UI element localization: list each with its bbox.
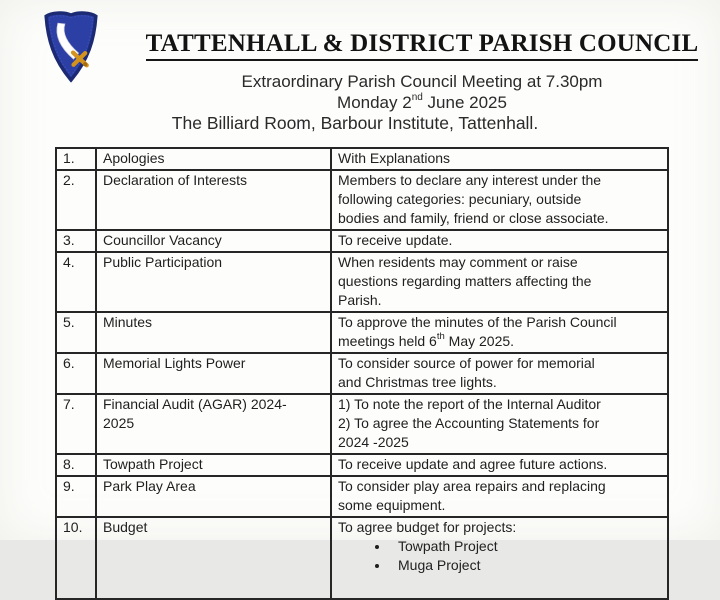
agenda-item-title: Declaration of Interests	[96, 170, 331, 230]
agenda-item-title: Memorial Lights Power	[96, 353, 331, 394]
shield-icon	[43, 11, 99, 83]
agenda-table	[55, 147, 669, 600]
meeting-date: Monday 2nd June 2025	[337, 92, 507, 112]
table-row	[56, 148, 668, 170]
agenda-item-detail: To consider play area repairs and replacing some equipment.	[331, 476, 668, 517]
list-item: • Towpath Project	[390, 537, 663, 556]
agenda-item-detail: To receive update and agree future actions.	[331, 454, 668, 476]
agenda-item-title: Apologies	[96, 148, 331, 170]
document-header	[128, 30, 716, 134]
table-row	[56, 230, 668, 252]
meeting-subtitle: Extraordinary Parish Council Meeting at 7.30pm	[241, 72, 603, 91]
agenda-item-title: Councillor Vacancy	[96, 230, 331, 252]
agenda-item-detail: To approve the minutes of the Parish Council meetings held 6th May 2025.	[331, 312, 668, 353]
agenda-item-title: Towpath Project	[96, 454, 331, 476]
agenda-item-detail: To consider source of power for memorial and Christmas tree lights.	[331, 353, 668, 394]
agenda-item-number: 5.	[56, 312, 96, 353]
agenda-item-number: 10.	[56, 517, 96, 599]
agenda-item-number: 2.	[56, 170, 96, 230]
agenda-item-number: 7.	[56, 394, 96, 454]
council-crest-logo	[43, 11, 99, 83]
agenda-item-title: Financial Audit (AGAR) 2024-2025	[96, 394, 331, 454]
agenda-item-detail: To receive update.	[331, 230, 668, 252]
agenda-item-detail: To agree budget for projects: • Towpath Project • Muga Project	[331, 517, 668, 599]
agenda-table-body	[56, 148, 668, 599]
agenda-item-number: 4.	[56, 252, 96, 312]
agenda-item-number: 9.	[56, 476, 96, 517]
agenda-item-title: Public Participation	[96, 252, 331, 312]
date-ordinal: nd	[411, 92, 423, 104]
table-row	[56, 476, 668, 517]
agenda-item-number: 8.	[56, 454, 96, 476]
agenda-item-detail: Members to declare any interest under the following categories: pecuniary, outside bodies and family, friend or close associate.	[331, 170, 668, 230]
table-row	[56, 353, 668, 394]
agenda-item-title: Minutes	[96, 312, 331, 353]
agenda-item-detail: 1) To note the report of the Internal Auditor 2) To agree the Accounting Statements for 2024 -2025	[331, 394, 668, 454]
table-row	[56, 170, 668, 230]
agenda-item-number: 3.	[56, 230, 96, 252]
agenda-item-title: Budget	[96, 517, 331, 599]
table-row	[56, 394, 668, 454]
page-title: TATTENHALL & DISTRICT PARISH COUNCIL	[128, 30, 716, 58]
table-row	[56, 312, 668, 353]
agenda-item-number: 6.	[56, 353, 96, 394]
agenda-item-title: Park Play Area	[96, 476, 331, 517]
table-row	[56, 517, 668, 599]
budget-projects-list	[338, 537, 663, 575]
table-row	[56, 252, 668, 312]
meeting-location: The Billiard Room, Barbour Institute, Tattenhall.	[171, 113, 539, 133]
list-item: • Muga Project	[390, 556, 663, 575]
agenda-item-detail: With Explanations	[331, 148, 668, 170]
agenda-item-detail: When residents may comment or raise questions regarding matters affecting the Parish.	[331, 252, 668, 312]
table-row	[56, 454, 668, 476]
agenda-item-number: 1.	[56, 148, 96, 170]
